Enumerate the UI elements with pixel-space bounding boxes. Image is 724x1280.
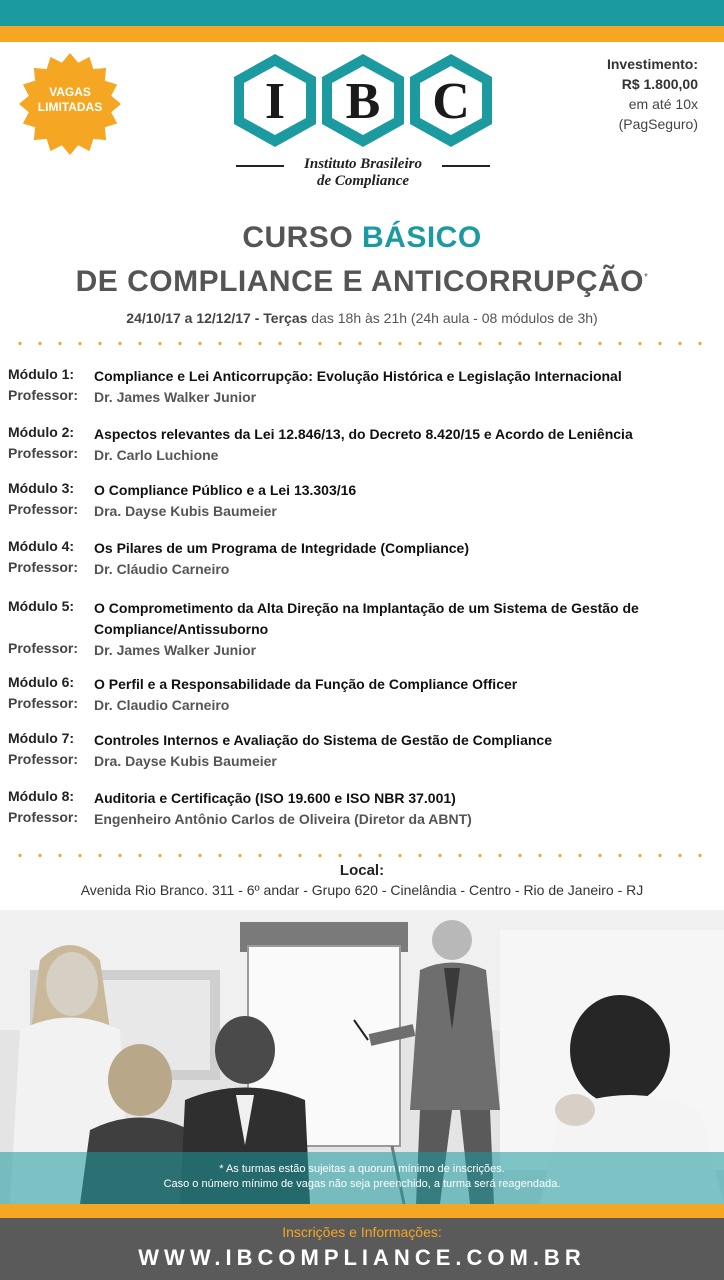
module-title: Compliance e Lei Anticorrupção: Evolução Histórica e Legislação Internacional [94, 368, 622, 384]
logo-letter-b: B [345, 73, 381, 130]
professor-name: Dr. Cláudio Carneiro [94, 561, 230, 577]
dates-rest: das 18h às 21h (24h aula - 08 módulos de 3h) [307, 310, 598, 326]
module-7 [8, 730, 718, 772]
investment-label: Investimento: [606, 56, 698, 72]
module-title: Controles Internos e Avaliação do Sistema de Gestão de Compliance [94, 732, 552, 748]
professor-name: Dr. Claudio Carneiro [94, 697, 230, 713]
title-curso: CURSO [242, 221, 362, 254]
dotted-divider-bottom [10, 854, 714, 857]
website-link[interactable]: WWW.IBCOMPLIANCE.COM.BR [138, 1245, 586, 1270]
title-basico: BÁSICO [362, 221, 482, 254]
module-label: Módulo 5: [8, 598, 75, 614]
professor-label: Professor: [8, 695, 79, 711]
badge-line1: VAGAS [49, 85, 91, 99]
professor-name: Dr. James Walker Junior [94, 642, 257, 658]
module-5 [8, 598, 718, 661]
badge-text [18, 85, 122, 115]
module-title: Auditoria e Certificação (ISO 19.600 e ISO NBR 37.001) [94, 790, 456, 806]
module-8 [8, 788, 718, 830]
investment-info [538, 54, 698, 134]
logo-letter-c: C [432, 73, 470, 130]
investment-price: R$ 1.800,00 [621, 76, 698, 92]
module-label: Módulo 6: [8, 674, 75, 690]
quorum-notice [0, 1162, 724, 1192]
course-dates [0, 310, 724, 326]
hexagon-i-icon [234, 54, 316, 147]
hexagon-b-icon [322, 54, 404, 147]
module-3 [8, 480, 718, 522]
professor-name: Dr. Carlo Luchione [94, 447, 219, 463]
module-label: Módulo 7: [8, 730, 75, 746]
investment-terms: em até 10x [628, 96, 698, 112]
module-6 [8, 674, 718, 716]
notice-line1: * As turmas estão sujeitas a quorum mínimo de inscrições. [219, 1163, 505, 1175]
top-teal-bar [0, 0, 724, 26]
title-asterisk: * [644, 272, 649, 283]
location-label: Local: [339, 862, 385, 879]
dotted-divider-top [10, 342, 714, 345]
professor-label: Professor: [8, 559, 79, 575]
professor-label: Professor: [8, 640, 79, 656]
module-label: Módulo 4: [8, 538, 75, 554]
module-1 [8, 366, 718, 408]
hexagon-c-icon [410, 54, 492, 147]
location-address: Avenida Rio Branco. 311 - 6º andar - Grupo 620 - Cinelândia - Centro - Rio de Janeiro - RJ [80, 882, 644, 898]
module-title: Os Pilares de um Programa de Integridade (Compliance) [94, 540, 469, 556]
professor-label: Professor: [8, 809, 79, 825]
professor-name: Dr. James Walker Junior [94, 389, 257, 405]
notice-line2: Caso o número mínimo de vagas não seja preenchido, a turma será reagendada. [163, 1178, 561, 1190]
footer-label: Inscrições e Informações: [282, 1224, 442, 1240]
top-orange-bar [0, 26, 724, 42]
dates-bold: 24/10/17 a 12/12/17 - Terças [126, 310, 308, 326]
badge-line2: LIMITADAS [37, 100, 103, 114]
module-4 [8, 538, 718, 580]
module-title: O Perfil e a Responsabilidade da Função de Compliance Officer [94, 676, 518, 692]
investment-method: (PagSeguro) [618, 116, 698, 132]
module-title: O Compliance Público e a Lei 13.303/16 [94, 482, 357, 498]
professor-label: Professor: [8, 751, 79, 767]
module-title: Aspectos relevantes da Lei 12.846/13, do Decreto 8.420/15 e Acordo de Leniência [94, 426, 633, 442]
logo-subtitle-line2: de Compliance [316, 173, 410, 189]
footer-orange-bar [0, 1204, 724, 1218]
course-title-line2 [0, 260, 724, 300]
ibc-logo [232, 52, 494, 152]
title-line2-text: DE COMPLIANCE E ANTICORRUPÇÃO [75, 265, 644, 298]
module-label: Módulo 2: [8, 424, 75, 440]
professor-label: Professor: [8, 445, 79, 461]
module-title: O Comprometimento da Alta Direção na Implantação de um Sistema de Gestão de Compliance/Antissuborno [94, 600, 639, 637]
module-label: Módulo 3: [8, 480, 75, 496]
logo-subtitle [232, 156, 494, 190]
professor-name: Dra. Dayse Kubis Baumeier [94, 753, 277, 769]
professor-name: Dra. Dayse Kubis Baumeier [94, 503, 277, 519]
logo-letter-i: I [264, 73, 286, 130]
course-title-line1 [0, 220, 724, 256]
professor-name: Engenheiro Antônio Carlos de Oliveira (Diretor da ABNT) [94, 811, 472, 827]
logo-subtitle-line1: Instituto Brasileiro [304, 156, 422, 172]
professor-label: Professor: [8, 501, 79, 517]
professor-label: Professor: [8, 387, 79, 403]
module-2 [8, 424, 718, 466]
module-label: Módulo 8: [8, 788, 75, 804]
module-label: Módulo 1: [8, 366, 75, 382]
